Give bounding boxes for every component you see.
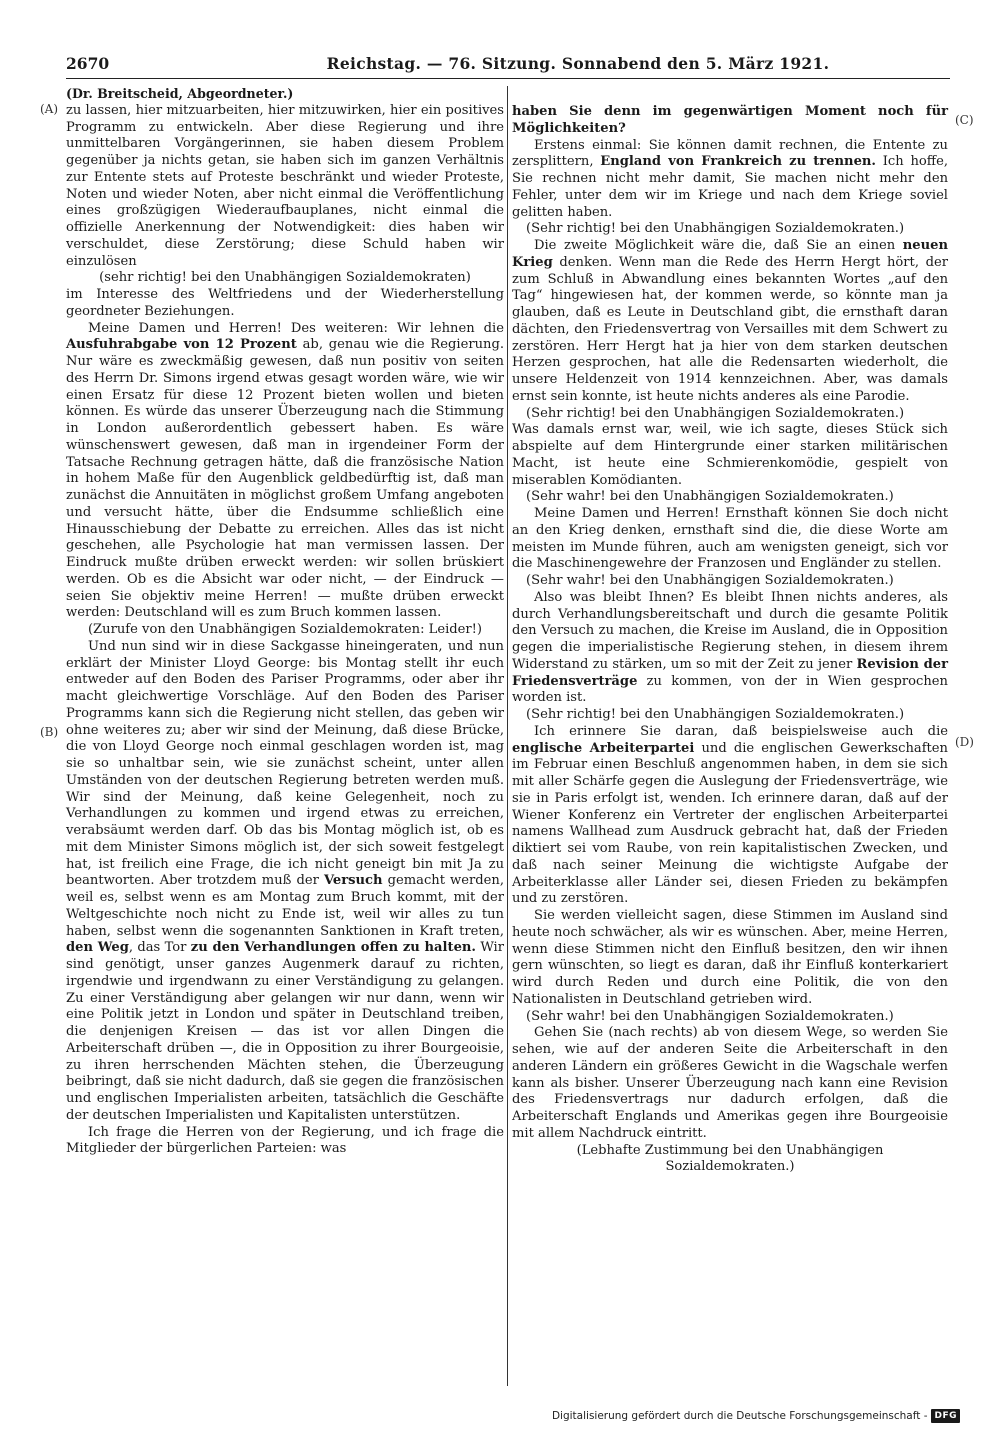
interjection: (Sehr wahr! bei den Unabhängigen Sozialdemokraten.)	[526, 1008, 894, 1024]
paragraph: Meine Damen und Herren! Ernsthaft können Sie doch nicht an den Krieg denken, ernsthaft sind die, die diese Worte am meisten im Munde führen, auch am wenigsten geneigt, sich vor die Maschinengewehre der Franzosen und Engländer zu stellen.	[512, 506, 948, 572]
interjection: (sehr richtig! bei den Unabhängigen Sozialdemokraten)	[99, 270, 471, 286]
paragraph: Meine Damen und Herren! Des weiteren: Wir lehnen die Ausfuhrabgabe von 12 Prozent ab, genau wie die Regierung. Nur wäre es zweckmäßig gewesen, daß nun positiv von seiten des Herrn Dr. Simons irgend etwas gesagt worden wäre, wie wir einen Ersatz für diese 12 Prozent bieten wollen und bieten können. Es würde das unserer Überzeugung nach die Stimmung in London außerordentlich gebessert haben. Es wäre wünschenswert gewesen, daß man in irgendeiner Form der Tatsache Rechnung getragen hätte, daß die französische Nation in hohem Maße für den Augenblick geldbedürftig ist, daß man zunächst die Annuitäten in möglichst großem Umfang angeboten und versucht hätte, über die Endsumme schließlich eine Hinausschiebung der Debatte zu erreichen. Alles das ist nicht geschehen, alle Psychologie hat man vermissen lassen. Der Eindruck mußte drüben erweckt werden: wir sollen brüskiert werden. Ob es die Absicht war oder nicht, — der Eindruck — seien Sie objektiv meine Herren! — mußte drüben erweckt werden: Deutschland will es zum Bruch kommen lassen.	[66, 320, 504, 621]
margin-marker-b: (B)	[40, 725, 59, 739]
paragraph: Und nun sind wir in diese Sackgasse hineingeraten, und nun erklärt der Minister Lloyd George: bis Montag stellt ihr euch entweder auf den Boden des Pariser Programms, oder aber ihr macht gleichwertige Vorschläge. Auf den Boden des Pariser Programms kann sich die Regierung nicht stellen, das geben wir ohne weiteres zu; aber wir sind der Meinung, daß diese Brücke, die von Lloyd George noch einmal geschlagen worden ist, mag sie so unhaltbar sein, wie sie zunächst scheint, unter allen Umständen von der deutschen Regierung betreten werden muß. Wir sind der Meinung, daß keine Gelegenheit, noch zu Verhandlungen zu kommen und irgend etwas zu erreichen, verabsäumt werden darf. Ob das bis Montag möglich ist, ob es mit dem Minister Simons möglich ist, der sich soweit festgelegt hat, ist freilich eine Frage, die ich nicht geneigt bin mit Ja zu beantworten. Aber trotzdem muß der Versuch gemacht werden, weil es, selbst wenn es am Montag zum Bruch kommt, mit der Weltgeschichte noch nicht zu Ende ist, weil wir alles zu tun haben, selbst wenn die sogenannten Sanktionen in Kraft treten, den Weg, das Tor zu den Verhandlungen offen zu halten. Wir sind genötigt, unser ganzes Augenmerk darauf zu richten, irgendwie und irgendwann zu einer Verständigung zu gelangen. Zu einer Verständigung aber gelangen wir nur dann, wenn wir eine Politik jetzt in London und später in Deutschland treiben, die denjenigen Kreisen — das ist vor allen Dingen die Arbeiterschaft drüben —, die in Opposition zu ihrer Bourgeoisie, zu ihren herrschenden Mächten stehen, die Überzeugung beibringt, daß sie nicht dadurch, daß sie gegen die französischen und englischen Imperialisten arbeiten, tatsächlich die Geschäfte der deutschen Imperialisten und Kapitalisten unterstützen.	[66, 638, 504, 1123]
paragraph: Was damals ernst war, weil, wie ich sagte, dieses Stück sich abspielte auf dem Hintergrunde einer starken militärischen Macht, ist heute eine Schmierenkomödie, gespielt von miserablen Komödianten.	[512, 422, 948, 488]
paragraph: im Interesse des Weltfriedens und der Wiederherstellung geordneter Beziehungen.	[66, 287, 504, 319]
page-title: Reichstag. — 76. Sitzung. Sonnabend den 5. März 1921.	[326, 54, 830, 73]
header-rule	[66, 78, 950, 79]
footer	[552, 1408, 960, 1424]
emphasis: neuen Krieg	[512, 238, 948, 270]
footer-text: Digitalisierung gefördert durch die Deutsche Forschungsgemeinschaft -	[551, 1410, 928, 1422]
emphasis: den Weg	[66, 940, 129, 956]
interjection: (Sehr richtig! bei den Unabhängigen Sozialdemokraten.)	[526, 405, 905, 421]
emphasis: England von Frankreich zu trennen.	[600, 154, 876, 170]
margin-marker-c: (C)	[955, 113, 974, 127]
paragraph: Sie werden vielleicht sagen, diese Stimmen im Ausland sind heute noch schwächer, als wir es wünschen. Aber, meine Herren, wenn diese Stimmen nicht den Einfluß besitzen, den wir ihnen gern wünschten, so liegt es daran, daß ihr Einfluß konterkariert wird durch Reden und durch eine Politik, die von den Nationalisten in Deutschland getrieben wird.	[512, 908, 948, 1007]
dfg-logo: DFG	[931, 1409, 960, 1423]
interjection: (Sehr richtig! bei den Unabhängigen Sozialdemokraten.)	[526, 707, 905, 722]
interjection: (Lebhafte Zustimmung bei den Unabhängigen Sozialdemokraten.)	[576, 1142, 884, 1175]
paragraph: Erstens einmal: Sie können damit rechnen, die Entente zu zersplittern, England von Frankreich zu trennen. Ich hoffe, Sie rechnen nicht mehr damit, Sie machen nicht mehr den Fehler, unter dem wir im Kriege und nach dem Kriege soviel gelitten haben.	[512, 137, 948, 220]
page-number: 2670	[66, 54, 110, 73]
paragraph: zu lassen, hier mitzuarbeiten, hier mitzuwirken, hier ein positives Programm zu entwickeln. Aber diese Regierung und ihre unmittelbaren Vorgängerinnen, sie haben diesem Problem gegenüber ja nichts getan, sie haben sich im ganzen Verhältnis zur Entente stets auf Proteste beschränkt und wieder Proteste, Noten und wieder Noten, aber nicht einmal die Veröffentlichung eines großzügigen Wiederaufbauplanes, nicht einmal die offizielle Anerkennung der Notwendigkeit: dies haben wir verschuldet, diese Zerstörung; diese Schuld haben wir einzulösen	[66, 102, 504, 269]
paragraph: Ich frage die Herren von der Regierung, und ich frage die Mitglieder der bürgerlichen Parteien: was	[66, 1124, 504, 1157]
interjection: (Sehr wahr! bei den Unabhängigen Sozialdemokraten.)	[526, 489, 894, 505]
margin-marker-d: (D)	[955, 735, 974, 749]
emphasis: Versuch	[323, 873, 383, 889]
interjection: (Sehr richtig! bei den Unabhängigen Sozialdemokraten.)	[526, 221, 905, 237]
paragraph: Also was bleibt Ihnen? Es bleibt Ihnen nichts anderes, als durch Verhandlungsbereitschaft und durch die gesamte Politik den Versuch zu machen, die Kreise im Ausland, die in Opposition gegen die imperialistische Regierung stehen, in diesem ihrem Widerstand zu stärken, um so mit der Zeit zu jener Revision der Friedensverträge zu kommen, von der in Wien gesprochen worden ist.	[512, 589, 948, 706]
right-column	[512, 104, 948, 1176]
emphasis: Revision der Friedensverträge	[512, 656, 948, 689]
interjection: (Sehr wahr! bei den Unabhängigen Sozialdemokraten.)	[526, 573, 894, 588]
speaker-label: (Dr. Breitscheid, Abgeordneter.)	[66, 86, 294, 101]
emphasis: zu den Verhandlungen offen zu halten.	[190, 940, 476, 956]
left-column	[66, 86, 504, 1158]
column-divider	[507, 86, 508, 1386]
paragraph: Ich erinnere Sie daran, daß beispielsweise auch die englische Arbeiterpartei und die englischen Gewerkschaften im Februar einen Beschluß angenommen haben, in dem sie sich mit aller Schärfe gegen die Auslegung der Friedensverträge, wie sie in Paris erfolgt ist, wenden. Ich erinnere daran, daß auf der Wiener Konferenz ein Vertreter der englischen Arbeiterpartei namens Wallhead zum Ausdruck gebracht hat, daß der Frieden diktiert sei vom Raube, von rein kapitalistischen Zwecken, und daß nach seiner Meinung die wichtigste Aufgabe der Arbeiterklasse aller Länder sei, diesen Frieden zu bekämpfen und zu zerstören.	[512, 723, 948, 907]
paragraph: Gehen Sie (nach rechts) ab von diesem Wege, so werden Sie sehen, wie auf der anderen Seite die Arbeiterschaft in den anderen Ländern ein größeres Gewicht in die Wagschale werfen kann als bisher. Unserer Überzeugung nach kann eine Revision des Friedensvertrags nur dadurch erfolgen, daß die Arbeiterschaft Englands und Amerikas gegen ihre Bourgeoisie mit allem Nachdruck eintritt.	[512, 1025, 948, 1141]
interjection: (Zurufe von den Unabhängigen Sozialdemokraten: Leider!)	[87, 622, 483, 637]
paragraph: haben Sie denn im gegenwärtigen Moment noch für Möglichkeiten?	[512, 104, 948, 136]
emphasis: Ausfuhrabgabe von 12 Prozent	[66, 337, 297, 353]
emphasis: englische Arbeiterpartei	[512, 740, 695, 756]
paragraph: Die zweite Möglichkeit wäre die, daß Sie an einen neuen Krieg denken. Wenn man die Rede des Herrn Hergt hört, der zum Schluß in Abwandlung eines bekannten Wortes „auf den Tag“ hingewiesen hat, der kommen werde, so könnte man ja glauben, daß es Leute in Deutschland gibt, die ernsthaft daran dächten, den Friedensvertrag von Versailles mit dem Schwert zu zerstören. Herr Hergt hat ja hier von dem starken deutschen Herzen gesprochen, hat alle die Redensarten wiederholt, die unsere Heldenzeit von 1914 kennzeichnen. Aber, was damals ernst sein konnte, ist heute nichts anderes als eine Parodie.	[512, 238, 948, 404]
page-header	[66, 48, 950, 76]
margin-marker-a: (A)	[40, 102, 59, 116]
